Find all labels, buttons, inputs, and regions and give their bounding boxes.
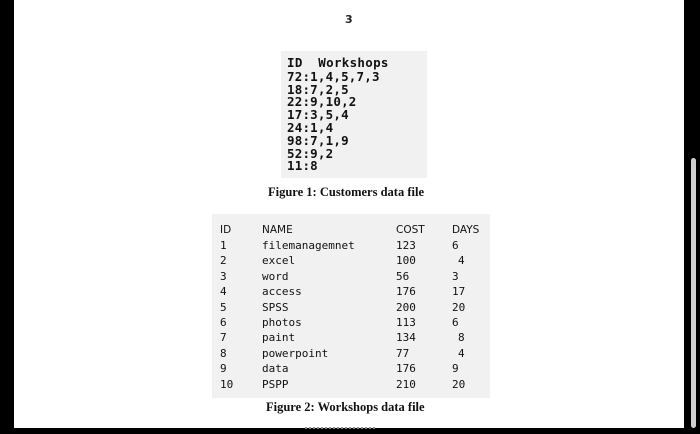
row-days: 6 (452, 316, 459, 329)
header-id: ID (220, 224, 232, 236)
row-cost: 134 (396, 331, 416, 345)
row-cost: 200 (396, 300, 416, 314)
row-days: 9 (452, 362, 459, 376)
workshops-data-figure (212, 214, 490, 398)
customers-header: ID Workshops (287, 55, 389, 70)
customers-data-figure (281, 51, 427, 178)
row-id: 6 (220, 316, 227, 329)
row-id: 8 (220, 346, 227, 360)
row-cost: 56 (396, 269, 410, 283)
figure2-caption: Figure 2: Workshops data file (266, 400, 425, 414)
row-cost: 176 (396, 285, 416, 299)
vertical-scrollbar[interactable] (691, 158, 696, 428)
row-name: access (262, 285, 302, 299)
row-name: filemanagemnet (262, 239, 355, 252)
row-id: 10 (220, 377, 234, 391)
row-id: 4 (220, 285, 227, 299)
row-id: 5 (220, 300, 227, 314)
row-cost: 77 (396, 346, 410, 360)
row-days: 4 (458, 346, 465, 360)
row-id: 1 (220, 239, 227, 252)
customer-row: 72:1,4,5,7,3 (287, 68, 380, 84)
cut-off-text (305, 427, 375, 433)
row-cost: 123 (396, 239, 416, 252)
row-name: word (262, 269, 289, 283)
row-cost: 176 (396, 362, 416, 376)
row-name: excel (262, 254, 296, 268)
row-days: 4 (458, 254, 465, 268)
row-name: SPSS (262, 300, 289, 314)
customer-row: 98:7,1,9 (287, 132, 349, 148)
row-id: 2 (220, 254, 227, 268)
row-days: 20 (452, 377, 466, 391)
header-days: DAYS (452, 224, 480, 236)
row-id: 9 (220, 362, 227, 376)
figure1-caption: Figure 1: Customers data file (268, 185, 424, 199)
row-name: paint (262, 331, 296, 345)
row-id: 7 (220, 331, 227, 345)
page-number: 3 (345, 13, 353, 26)
customer-row: 22:9,10,2 (287, 94, 357, 110)
row-days: 8 (458, 331, 465, 345)
row-cost: 113 (396, 316, 416, 329)
header-cost: COST (396, 224, 425, 236)
row-name: PSPP (262, 377, 289, 391)
header-name: NAME (262, 224, 293, 236)
row-id: 3 (220, 269, 227, 283)
row-days: 17 (452, 285, 466, 299)
row-name: powerpoint (262, 346, 329, 360)
row-name: data (262, 362, 289, 376)
left-dark-margin (0, 0, 14, 434)
customer-row: 17:3,5,4 (287, 107, 349, 123)
row-days: 20 (452, 300, 466, 314)
customer-row: 52:9,2 (287, 145, 334, 161)
row-days: 3 (452, 269, 459, 283)
row-cost: 210 (396, 377, 416, 391)
customer-row: 18:7,2,5 (287, 81, 349, 97)
row-cost: 100 (396, 254, 416, 268)
customer-row: 24:1,4 (287, 119, 334, 135)
row-days: 6 (452, 239, 459, 252)
customer-row: 11:8 (287, 158, 318, 174)
row-name: photos (262, 316, 302, 329)
